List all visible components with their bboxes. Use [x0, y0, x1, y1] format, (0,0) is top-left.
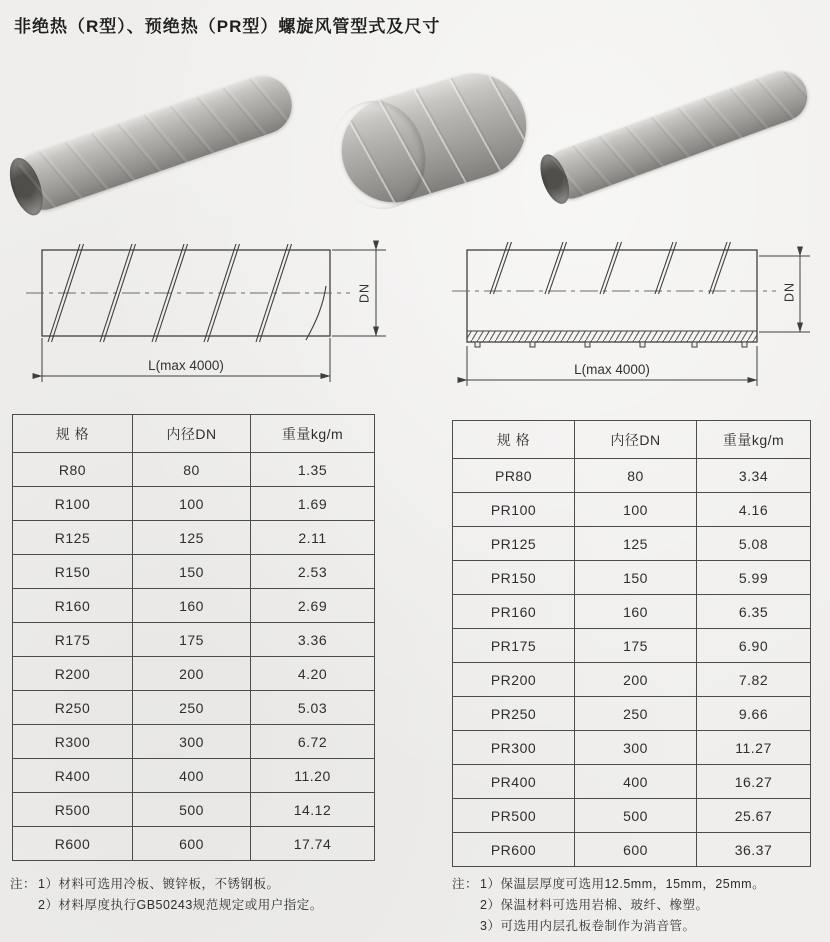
r-notes — [10, 874, 440, 916]
table-row — [13, 793, 375, 827]
table-cell: 1.35 — [251, 453, 375, 487]
table-row — [453, 799, 811, 833]
note-item: 1）保温层厚度可选用12.5mm，15mm，25mm。 — [480, 877, 766, 891]
table-cell: 125 — [133, 521, 251, 555]
duct-open-end — [535, 151, 575, 208]
duct-photo-pr-drum — [312, 58, 534, 218]
table-row — [13, 827, 375, 861]
column-header: 重量kg/m — [697, 421, 811, 459]
table-cell: PR300 — [453, 731, 575, 765]
table-cell: 4.16 — [697, 493, 811, 527]
table-cell: R125 — [13, 521, 133, 555]
table-cell: 5.08 — [697, 527, 811, 561]
table-cell: 500 — [575, 799, 697, 833]
table-row — [453, 731, 811, 765]
table-cell: 2.53 — [251, 555, 375, 589]
table-cell: 36.37 — [697, 833, 811, 867]
table-cell: PR150 — [453, 561, 575, 595]
table-cell: 14.12 — [251, 793, 375, 827]
table-cell: PR175 — [453, 629, 575, 663]
insulation-tabs — [475, 342, 747, 347]
table-row — [13, 725, 375, 759]
duct-outline — [467, 250, 757, 342]
table-cell: 4.20 — [251, 657, 375, 691]
spiral-duct-image — [538, 64, 814, 205]
table-cell: 3.36 — [251, 623, 375, 657]
table-cell: R80 — [13, 453, 133, 487]
table-row — [453, 493, 811, 527]
table-cell: 16.27 — [697, 765, 811, 799]
table-cell: 400 — [133, 759, 251, 793]
table-row — [453, 629, 811, 663]
table-cell: 100 — [575, 493, 697, 527]
table-cell: 175 — [575, 629, 697, 663]
table-cell: 125 — [575, 527, 697, 561]
dn-label: DN — [782, 281, 797, 303]
table-cell: PR125 — [453, 527, 575, 561]
table-cell: 11.20 — [251, 759, 375, 793]
table-cell: 2.69 — [251, 589, 375, 623]
insulated-duct-image — [329, 61, 539, 215]
table-cell: R160 — [13, 589, 133, 623]
table-cell: 150 — [133, 555, 251, 589]
table-row — [13, 589, 375, 623]
table-cell: R500 — [13, 793, 133, 827]
table-row — [13, 487, 375, 521]
insulation-layer — [467, 331, 757, 342]
table-row — [13, 657, 375, 691]
column-header: 内径DN — [133, 415, 251, 453]
table-cell: 3.34 — [697, 459, 811, 493]
spiral-duct-image — [6, 68, 299, 217]
table-cell: 9.66 — [697, 697, 811, 731]
table-cell: R400 — [13, 759, 133, 793]
table-cell: 25.67 — [697, 799, 811, 833]
note-prefix: 注： — [10, 877, 37, 891]
column-header: 规 格 — [13, 415, 133, 453]
table-cell: 160 — [575, 595, 697, 629]
table-row — [453, 595, 811, 629]
table-row — [453, 765, 811, 799]
table-row — [453, 527, 811, 561]
table-cell: 5.99 — [697, 561, 811, 595]
table-cell: 300 — [575, 731, 697, 765]
table-row — [453, 663, 811, 697]
table-cell: 600 — [133, 827, 251, 861]
table-cell: 200 — [133, 657, 251, 691]
table-cell: 6.72 — [251, 725, 375, 759]
table-cell: PR250 — [453, 697, 575, 731]
table-cell: 1.69 — [251, 487, 375, 521]
table-row — [453, 833, 811, 867]
length-label: L(max 4000) — [574, 362, 650, 377]
table-cell: 6.35 — [697, 595, 811, 629]
duct-end-face — [318, 89, 438, 221]
note-item: 1）材料可选用冷板、镀锌板，不锈钢板。 — [38, 877, 280, 891]
table-row — [453, 561, 811, 595]
column-header: 内径DN — [575, 421, 697, 459]
table-cell: R200 — [13, 657, 133, 691]
column-header: 规 格 — [453, 421, 575, 459]
table-cell: 160 — [133, 589, 251, 623]
table-cell: 250 — [133, 691, 251, 725]
header-row — [13, 415, 375, 453]
table-row — [13, 759, 375, 793]
duct-open-end — [3, 154, 49, 220]
note-prefix: 注： — [452, 877, 479, 891]
table-cell: 17.74 — [251, 827, 375, 861]
table-cell: 6.90 — [697, 629, 811, 663]
table-cell: 250 — [575, 697, 697, 731]
table-cell: 150 — [575, 561, 697, 595]
r-spec-table — [12, 414, 375, 861]
table-cell: 11.27 — [697, 731, 811, 765]
table-cell: PR80 — [453, 459, 575, 493]
table-cell: PR200 — [453, 663, 575, 697]
table-cell: R250 — [13, 691, 133, 725]
duct-photo-pr-long — [536, 66, 820, 206]
table-cell: PR500 — [453, 799, 575, 833]
duct-photo-r-long — [6, 68, 300, 220]
table-cell: R100 — [13, 487, 133, 521]
dn-label: DN — [357, 282, 372, 304]
table-cell: 600 — [575, 833, 697, 867]
table-cell: 200 — [575, 663, 697, 697]
table-cell: 175 — [133, 623, 251, 657]
table-cell: 5.03 — [251, 691, 375, 725]
table-cell: 400 — [575, 765, 697, 799]
column-header: 重量kg/m — [251, 415, 375, 453]
table-row — [13, 521, 375, 555]
pr-type-drawing — [442, 230, 822, 402]
note-list — [480, 874, 765, 937]
pr-notes — [452, 874, 827, 937]
table-cell: 7.82 — [697, 663, 811, 697]
table-row — [13, 623, 375, 657]
table-row — [453, 459, 811, 493]
table-cell: PR600 — [453, 833, 575, 867]
table-cell: 80 — [575, 459, 697, 493]
table-row — [453, 697, 811, 731]
length-label: L(max 4000) — [148, 358, 224, 373]
table-cell: PR100 — [453, 493, 575, 527]
table-cell: 100 — [133, 487, 251, 521]
table-cell: R175 — [13, 623, 133, 657]
table-cell: R600 — [13, 827, 133, 861]
note-item: 2）保温材料可选用岩棉、玻纤、橡塑。 — [480, 898, 709, 912]
note-item: 2）材料厚度执行GB50243规范规定或用户指定。 — [38, 898, 323, 912]
table-cell: R150 — [13, 555, 133, 589]
table-row — [13, 555, 375, 589]
table-cell: PR160 — [453, 595, 575, 629]
table-cell: R300 — [13, 725, 133, 759]
table-row — [13, 453, 375, 487]
table-cell: 500 — [133, 793, 251, 827]
pr-spec-table — [452, 420, 811, 867]
table-row — [13, 691, 375, 725]
table-cell: 2.11 — [251, 521, 375, 555]
page-title: 非绝热（R型）、预绝热（PR型）螺旋风管型式及尺寸 — [14, 17, 441, 36]
table-cell: 300 — [133, 725, 251, 759]
r-type-drawing — [10, 230, 410, 400]
table-cell: PR400 — [453, 765, 575, 799]
note-item: 3）可选用内层孔板卷制作为消音管。 — [480, 919, 696, 933]
header-row — [453, 421, 811, 459]
table-cell: 80 — [133, 453, 251, 487]
note-list — [38, 874, 323, 916]
